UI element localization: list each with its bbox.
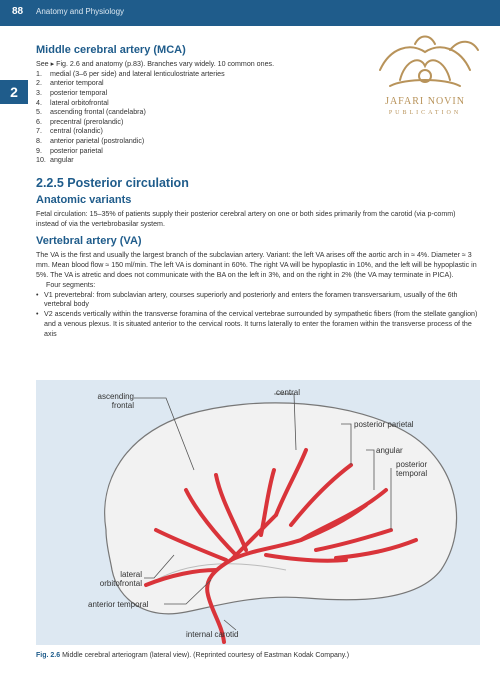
list-item [36, 89, 480, 99]
list-item-text: ascending frontal (candelabra) [50, 108, 146, 117]
list-item-number: 4. [36, 98, 42, 107]
anatomic-variants-heading: Anatomic variants [36, 193, 132, 206]
figure-caption [36, 652, 480, 659]
list-item-number: 2. [36, 79, 42, 88]
list-item-number: 3. [36, 88, 42, 97]
mca-heading: Middle cerebral artery (MCA) [36, 44, 186, 56]
mca-intro: See ▸ Fig. 2.6 and anatomy (p.83). Branches vary widely. 10 common ones. [36, 60, 275, 68]
vertebral-artery-heading: Vertebral artery (VA) [36, 235, 142, 248]
segment-item [36, 310, 480, 339]
segment-text: V2 ascends vertically within the transverse foramina of the cervical vertebrae surrounded by sympathetic fibers (from the stellate ganglion) and a venous plexus. It is situated anterior to the cervical roots. It turns laterally to enter the foramen within the transverse process of the axis [44, 310, 478, 338]
label-posterior-parietal: posterior parietal [354, 420, 414, 429]
list-item-number: 1. [36, 69, 42, 78]
label-ascending-frontal: ascending frontal [97, 392, 134, 410]
label-posterior-temporal: posterior temporal [396, 460, 428, 478]
segments-intro: Four segments: [46, 280, 96, 289]
mca-branch-list [36, 70, 480, 166]
segment-text: V1 prevertebral: from subclavian artery, courses superiorly and posteriorly and enters the foramen transversarium, usually of the 6th vertebral body [44, 290, 458, 309]
section-heading: 2.2.5 Posterior circulation [36, 175, 189, 190]
list-item [36, 127, 480, 137]
list-item [36, 137, 480, 147]
list-item [36, 147, 480, 157]
label-anterior-temporal: anterior temporal [88, 600, 149, 609]
logo-subtitle: PUBLICATION [388, 110, 462, 116]
list-item-number: 8. [36, 136, 42, 145]
figure-caption-text: Middle cerebral arteriogram (lateral view). (Reprinted courtesy of Eastman Kodak Company.) [62, 652, 350, 659]
list-item [36, 79, 480, 89]
list-item-number: 10. [36, 156, 46, 165]
page-number: 88 [12, 6, 24, 17]
label-lateral-orbitofrontal: lateral orbitofrontal [99, 570, 142, 588]
label-angular: angular [376, 446, 403, 455]
main-content [36, 44, 480, 340]
arteriogram-figure [36, 380, 480, 645]
list-item [36, 108, 480, 118]
logo-name: JAFARI NOVIN [385, 96, 465, 107]
bullet-icon: • [36, 290, 39, 299]
running-head: Anatomy and Physiology [36, 7, 125, 16]
list-item [36, 70, 480, 80]
list-item-text: precentral (prerolandic) [50, 117, 124, 126]
list-item-number: 6. [36, 117, 42, 126]
list-item [36, 99, 480, 109]
segment-list [36, 291, 480, 340]
vertebral-artery-text: The VA is the first and usually the largest branch of the subclavian artery. Variant: the left VA arises off the aortic arch in ≈ 4%. Diameter ≈ 3 mm. Mean blood flow ≈ 150 ml/min. The left VA is dominant in 60%. The right VA will be hypoplastic in 10%, and the left will be hypoplastic in 5%. The VA is atretic and does not communicate with the BA on the left in 3%, and on the right in 2% (the VA may terminate in PICA). [36, 251, 477, 279]
list-item [36, 118, 480, 128]
list-item-text: anterior temporal [50, 79, 104, 88]
chapter-tab[interactable]: 2 [0, 80, 28, 104]
figure-caption-label: Fig. 2.6 [36, 652, 61, 659]
list-item-text: central (rolandic) [50, 127, 103, 136]
label-central: central [276, 388, 301, 397]
list-item-number: 5. [36, 108, 42, 117]
list-item [36, 156, 480, 166]
list-item-number: 7. [36, 127, 42, 136]
list-item-text: lateral orbitofrontal [50, 98, 109, 107]
list-item-text: anterior parietal (postrolandic) [50, 136, 145, 145]
anatomic-variants-text: Fetal circulation: 15–35% of patients supply their posterior cerebral artery on one or both sides primarily from the carotid (via p-comm) instead of via the vertebrobasilar system. [36, 209, 456, 228]
header-bar [0, 0, 500, 26]
label-internal-carotid: internal carotid [186, 630, 239, 639]
list-item-text: posterior parietal [50, 146, 103, 155]
list-item-text: posterior temporal [50, 88, 108, 97]
list-item-text: medial (3–6 per side) and lateral lenticulostriate arteries [50, 69, 225, 78]
bullet-icon: • [36, 310, 39, 319]
segment-item [36, 291, 480, 311]
list-item-number: 9. [36, 146, 42, 155]
list-item-text: angular [50, 156, 74, 165]
